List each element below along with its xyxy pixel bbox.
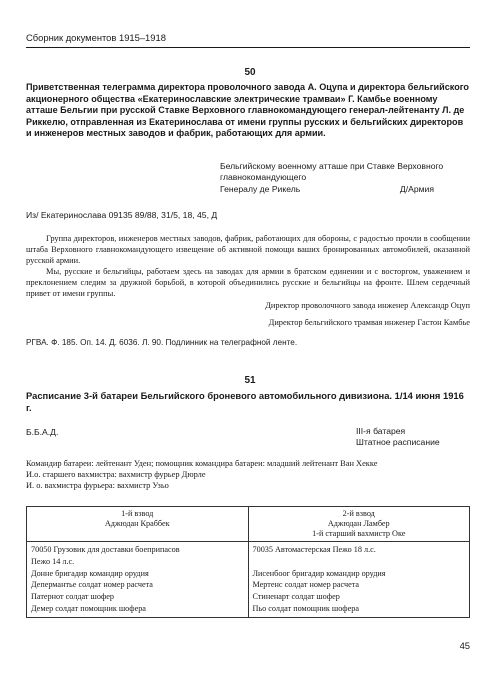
command-line: И.о. старшего вахмистра: вахмистр фурьер Дюрле bbox=[26, 469, 206, 479]
table-header-row bbox=[27, 507, 470, 542]
command-line: Командир батареи: лейтенант Уден; помощник командира батареи: младший лейтенант Ван Хекке bbox=[26, 459, 378, 468]
running-head: Сборник документов 1915–1918 bbox=[26, 32, 166, 43]
header-line: 1-й старший вахмистр Оке bbox=[312, 529, 406, 538]
address-row bbox=[220, 184, 470, 195]
header-line: Аджюдан Ламбер bbox=[327, 519, 390, 528]
header-line: 1-й взвод bbox=[121, 509, 154, 518]
signature-line: Директор бельгийского трамвая инженер Гастон Камбье bbox=[268, 318, 470, 327]
header-line: 2-й взвод bbox=[342, 509, 375, 518]
signature-line: Директор проволочного завода инженер Александр Оцуп bbox=[265, 301, 470, 310]
table-row bbox=[27, 542, 470, 618]
telegram-body bbox=[26, 233, 470, 300]
platoon-1-cell bbox=[27, 542, 249, 618]
address-destination: Д/Армия bbox=[399, 183, 434, 194]
platoon-1-header bbox=[27, 507, 249, 542]
schedule-table bbox=[26, 506, 470, 618]
document-number: 51 bbox=[244, 375, 256, 386]
unit-abbreviation: Б.Б.А.Д. bbox=[26, 427, 59, 437]
command-line: И. о. вахмистра фурьера: вахмистр Узьо bbox=[26, 480, 169, 490]
archive-source: РГВА. Ф. 185. Оп. 14. Д. 6036. Л. 90. Подлинник на телеграфной ленте. bbox=[26, 338, 298, 347]
address-block bbox=[220, 161, 470, 195]
telegram-paragraph: Группа директоров, инженеров местных заводов, фабрик, работающих для обороны, с радостью прочли в сообщении штаба Верховного главнокомандующего извещение об активной помощи ваших бронированных автомобилей, оказанной русской армии. bbox=[26, 234, 470, 266]
table-line: Мертенс солдат номер расчета bbox=[252, 580, 360, 590]
header-line: Аджюдан Краббек bbox=[104, 519, 170, 528]
table-line: Стиненарт солдат шофер bbox=[252, 592, 340, 602]
platoon-2-header bbox=[248, 507, 470, 542]
page-number: 45 bbox=[459, 640, 470, 651]
telegram-paragraph: Мы, русские и бельгийцы, работаем здесь на заводах для армии в братском единении и с восторгом, уважением и преклонением следим за дружной борьбой, в которой объединились русские и бельгийцы на фронте. Шлем сердечный привет от имени группы. bbox=[26, 267, 470, 299]
table-line: Демер солдат помощник шофера bbox=[31, 603, 146, 613]
table-line: Патернот солдат шофер bbox=[31, 592, 114, 602]
battery-label bbox=[356, 426, 440, 449]
table-line: Депермантье солдат номер расчета bbox=[31, 580, 153, 590]
command-staff bbox=[26, 459, 377, 492]
document-title: Приветственная телеграмма директора проволочного завода А. Оцупа и директора бельгийского акционерного общества «Екатеринославские электрические трамваи» Г. Камбье военному атташе Бельгии при русской Ставке Верховного главнокомандующего генерал-лейтенанту Л. де Риккелю, отправленная из Екатеринослава от имени группы русских и бельгийских директоров и инженеров местных заводов и фабрик, работающих для армии. bbox=[26, 82, 469, 139]
document-number: 50 bbox=[244, 67, 256, 78]
table-line: Лисенбоог бригадир командир орудия bbox=[252, 568, 386, 578]
table-line: 70035 Автомастерская Пежо 18 л.с. bbox=[252, 545, 376, 554]
table-line: Пьо солдат помощник шофера bbox=[252, 603, 359, 613]
header-rule bbox=[26, 47, 470, 48]
schedule-label: Штатное расписание bbox=[356, 437, 440, 448]
table-line: Пежо 14 л.с. bbox=[31, 556, 75, 566]
battery-name: III-я батарея bbox=[356, 426, 406, 436]
address-line: Бельгийскому военному атташе при Ставке Верховного главнокомандующего bbox=[220, 161, 444, 183]
table-line bbox=[253, 556, 466, 568]
telegraph-header: Из/ Екатеринослава 09135 89/88, 31/5, 18, 45, Д bbox=[26, 210, 218, 220]
platoon-2-cell bbox=[248, 542, 470, 618]
table-line: Донне бригадир командир орудия bbox=[31, 568, 149, 578]
document-title: Расписание 3-й батареи Бельгийского броневого автомобильного дивизиона. 1/14 июня 1916 г. bbox=[26, 390, 464, 414]
address-recipient: Генералу де Рикель bbox=[220, 183, 301, 194]
table-line: 70050 Грузовик для доставки боеприпасов bbox=[31, 545, 180, 554]
